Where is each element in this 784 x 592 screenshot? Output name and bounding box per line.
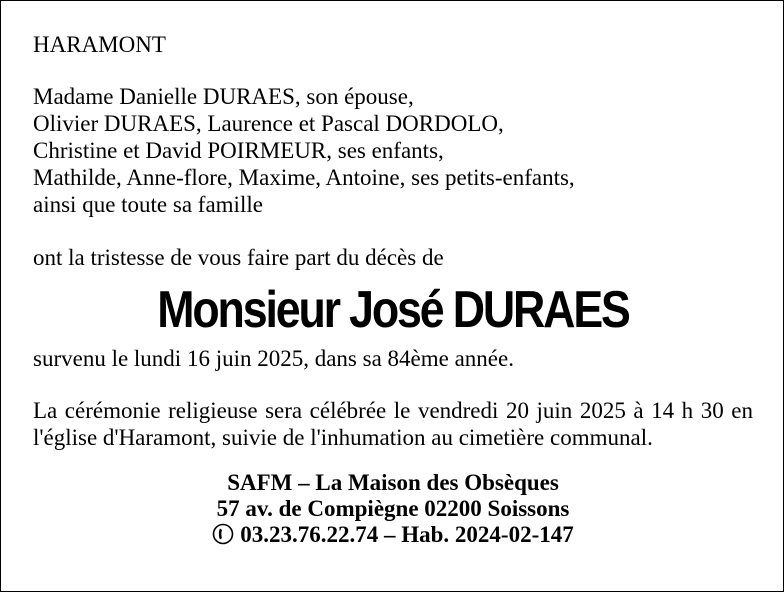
notice-content <box>33 31 753 548</box>
deceased-name: Monsieur José DURAES <box>157 281 629 339</box>
phone-icon <box>212 523 234 545</box>
funeral-home-phone-row <box>33 522 753 548</box>
announcement-text: ont la tristesse de vous faire part du décès de <box>33 245 444 270</box>
town-name: HARAMONT <box>33 32 166 57</box>
funeral-home-phone: 03.23.76.22.74 – Hab. 2024-02-147 <box>240 522 574 547</box>
family-line: Mathilde, Anne-flore, Maxime, Antoine, ses petits-enfants, <box>33 165 575 190</box>
family-line: Olivier DURAES, Laurence et Pascal DORDOLO, <box>33 111 504 136</box>
family-line: Christine et David POIRMEUR, ses enfants, <box>33 138 444 163</box>
funeral-home-block <box>33 470 753 548</box>
funeral-home-address: 57 av. de Compiègne 02200 Soissons <box>216 496 570 521</box>
family-line: Madame Danielle DURAES, son épouse, <box>33 84 414 109</box>
family-line: ainsi que toute sa famille <box>33 192 263 217</box>
ceremony-text: La cérémonie religieuse sera célébrée le vendredi 20 juin 2025 à 14 h 30 en l'église d'Haramont, suivie de l'inhumation au cimetière communal. <box>33 398 753 450</box>
funeral-home-name: SAFM – La Maison des Obsèques <box>227 470 559 495</box>
family-list <box>33 83 753 218</box>
passed-text: survenu le lundi 16 juin 2025, dans sa 84ème année. <box>33 346 514 371</box>
